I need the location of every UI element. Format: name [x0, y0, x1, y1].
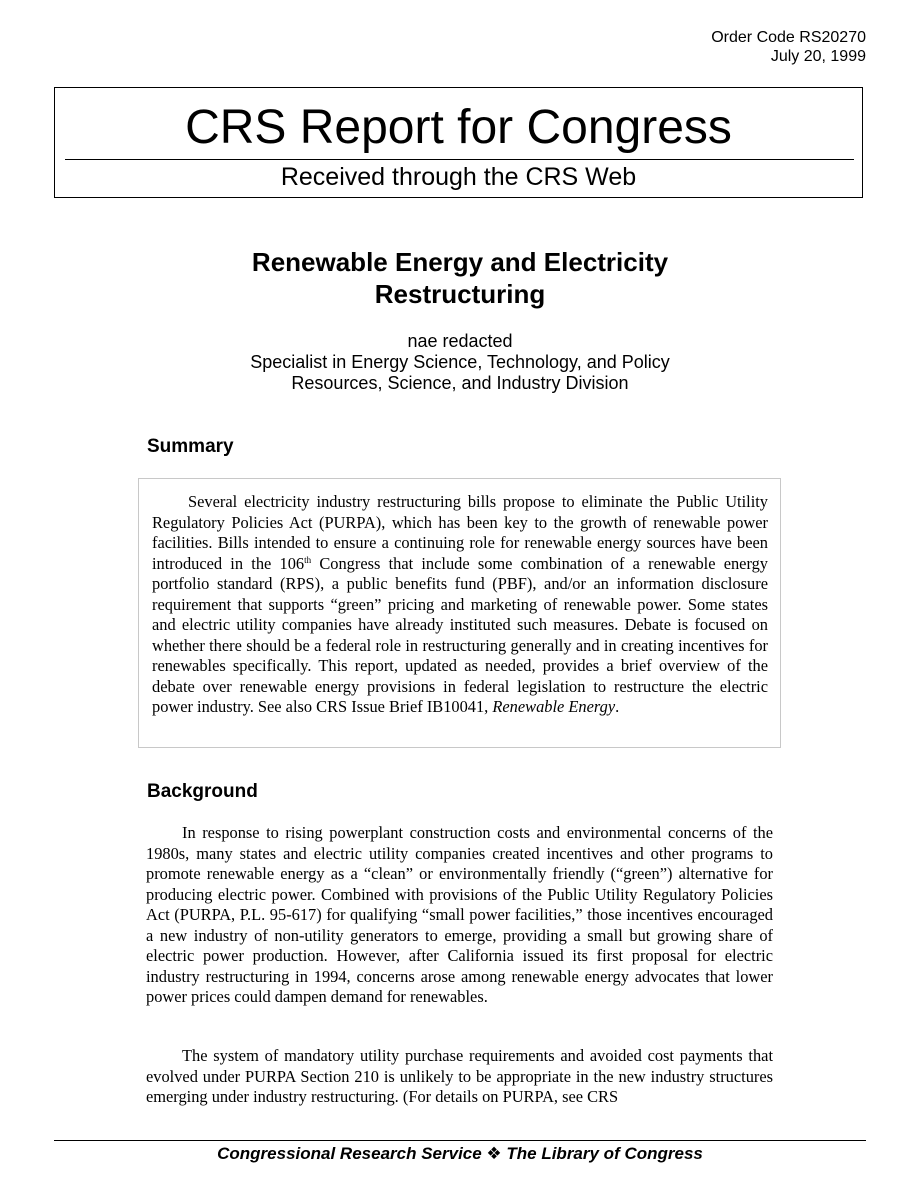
report-date: July 20, 1999: [770, 48, 866, 65]
report-title: [0, 246, 920, 310]
banner-divider: [65, 159, 854, 160]
banner-title: CRS Report for Congress: [185, 101, 732, 154]
author-title: Specialist in Energy Science, Technology, and Policy: [250, 352, 670, 372]
report-title-line-2: Restructuring: [374, 279, 546, 309]
footer-divider: [54, 1140, 866, 1141]
report-title-line-1: Renewable Energy and Electricity: [251, 247, 669, 277]
summary-end: .: [615, 697, 620, 716]
summary-superscript: th: [304, 554, 312, 565]
summary-reference-title: Renewable Energy: [492, 697, 616, 716]
author-division: Resources, Science, and Industry Division: [291, 373, 629, 393]
crs-banner: [54, 87, 863, 198]
summary-text-part-1: Several electricity industry restructuring bills propose to eliminate the Public Utility Regulatory Policies Act (PURPA), which has been key to the growth of renewable power facilities. Bills intended to ensure a continuing role for renewable energy sources have been introduced in the 106: [152, 492, 768, 573]
summary-text: [152, 492, 768, 718]
summary-box: [138, 478, 781, 748]
background-heading: Background: [147, 781, 258, 802]
author-block: [0, 331, 920, 394]
banner-subtitle: Received through the CRS Web: [280, 163, 637, 191]
summary-heading: Summary: [147, 436, 234, 457]
order-info: [711, 28, 866, 66]
summary-text-part-2: Congress that include some combination of a renewable energy portfolio standard (RPS), a public benefits fund (PBF), and/or an information disclosure requirement that supports “green” pricing and marketing of renewable power. Some states and electric utility companies have already instituted such measures. Debate is focused on whether there should be a federal role in restructuring generally and in creating incentives for renewables specifically. This report, updated as needed, provides a brief overview of the debate over renewable energy provisions in federal legislation to restructure the electric power industry. See also CRS Issue Brief IB10041,: [152, 553, 769, 716]
background-paragraph-1: In response to rising powerplant construction costs and environmental concerns of the 1980s, many states and electric utility companies created incentives and other programs to promote renewable energy as a “clean” or environmentally friendly (“green”) alternative for producing electric power. Combined with provisions of the Public Utility Regulatory Policies Act (PURPA, P.L. 95-617) for qualifying “small power facilities,” those incentives encouraged a new industry of non-utility generators to emerge, providing a small but growing share of electric power production. However, after California issued its first proposal for electric industry restructuring in 1994, concerns arose among renewable energy advocates that lower power prices could dampen demand for renewables.: [146, 823, 773, 1006]
order-code: Order Code RS20270: [711, 29, 866, 46]
background-paragraph-2: The system of mandatory utility purchase requirements and avoided cost payments that evolved under PURPA Section 210 is unlikely to be appropriate in the new industry structures emerging under industry restructuring. (For details on PURPA, see CRS: [146, 1046, 773, 1106]
footer-text: Congressional Research Service ❖ The Library of Congress: [217, 1144, 703, 1163]
author-name: nae redacted: [407, 331, 513, 351]
